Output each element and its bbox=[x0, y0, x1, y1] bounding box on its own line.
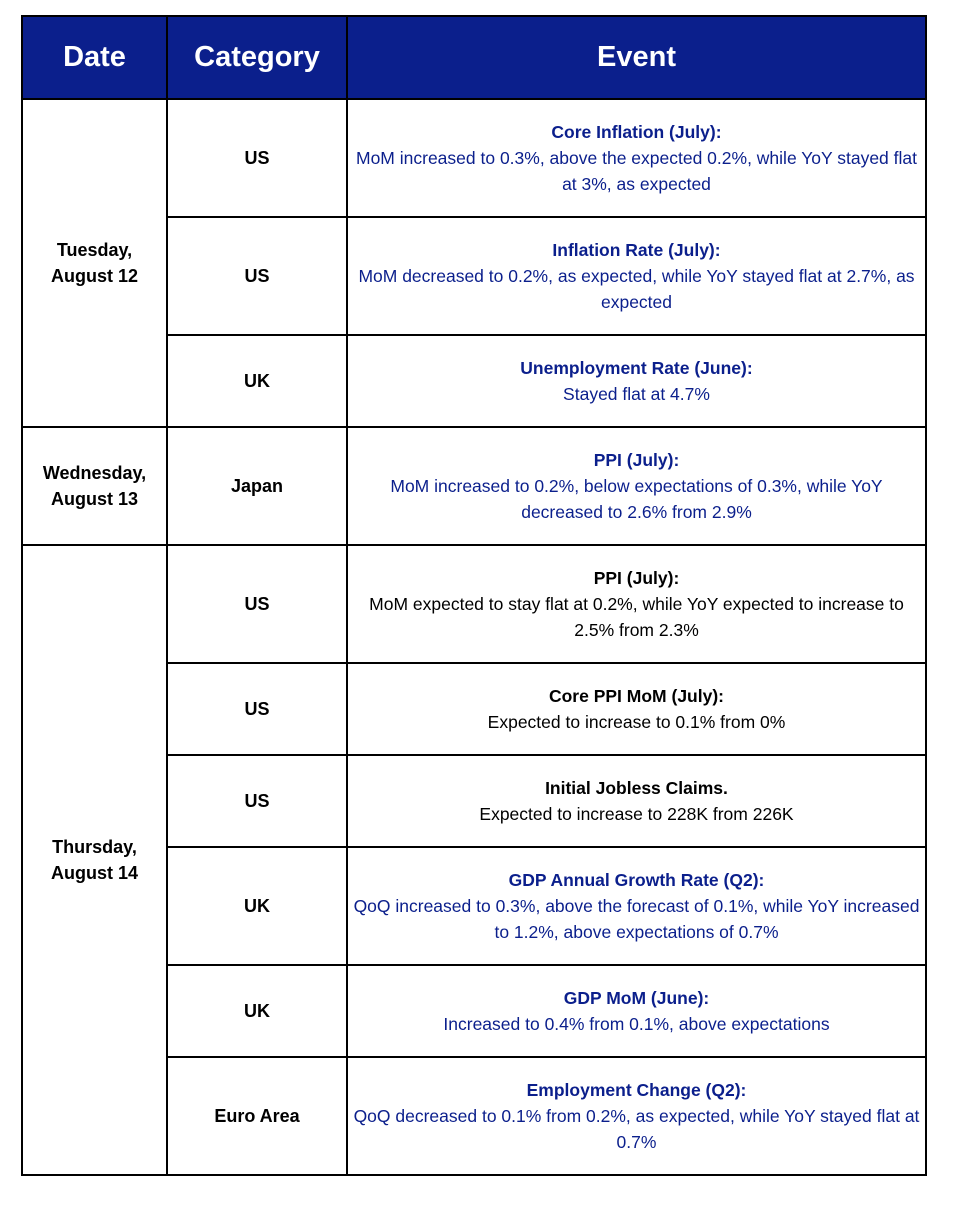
category-cell: US bbox=[167, 755, 347, 847]
event-detail: QoQ decreased to 0.1% from 0.2%, as expected, while YoY stayed flat at 0.7% bbox=[353, 1106, 920, 1152]
event-cell bbox=[347, 335, 926, 427]
event-cell bbox=[347, 965, 926, 1057]
event-title: Unemployment Rate (June): bbox=[520, 358, 753, 378]
event-title: Core Inflation (July): bbox=[551, 122, 722, 142]
event-title: Employment Change (Q2): bbox=[526, 1080, 747, 1100]
category-cell: Euro Area bbox=[167, 1057, 347, 1175]
date-cell bbox=[22, 427, 167, 545]
table-row bbox=[22, 427, 926, 545]
event-detail: Expected to increase to 228K from 226K bbox=[479, 804, 794, 824]
event-cell bbox=[347, 1057, 926, 1175]
category-cell: US bbox=[167, 663, 347, 755]
event-detail: MoM increased to 0.2%, below expectations of 0.3%, while YoY decreased to 2.6% from 2.9% bbox=[390, 476, 883, 522]
category-cell: UK bbox=[167, 847, 347, 965]
table-row bbox=[22, 99, 926, 217]
date-weekday: Tuesday, bbox=[56, 240, 133, 260]
table-row bbox=[22, 545, 926, 663]
event-detail: MoM decreased to 0.2%, as expected, while YoY stayed flat at 2.7%, as expected bbox=[358, 266, 915, 312]
event-cell bbox=[347, 545, 926, 663]
event-cell bbox=[347, 755, 926, 847]
event-cell bbox=[347, 663, 926, 755]
date-day: August 13 bbox=[50, 489, 138, 509]
event-title: Core PPI MoM (July): bbox=[548, 686, 724, 706]
economic-calendar-table bbox=[21, 15, 927, 1176]
event-title: Initial Jobless Claims. bbox=[545, 778, 728, 798]
event-title: GDP Annual Growth Rate (Q2): bbox=[508, 870, 765, 890]
date-weekday: Wednesday, bbox=[42, 463, 147, 483]
category-cell: US bbox=[167, 545, 347, 663]
category-cell: UK bbox=[167, 335, 347, 427]
event-cell bbox=[347, 847, 926, 965]
event-title: GDP MoM (June): bbox=[563, 988, 710, 1008]
header-row bbox=[22, 16, 926, 99]
date-cell bbox=[22, 99, 167, 427]
event-detail: QoQ increased to 0.3%, above the forecast of 0.1%, while YoY increased to 1.2%, above expectations of 0.7% bbox=[353, 896, 920, 942]
event-detail: Expected to increase to 0.1% from 0% bbox=[487, 712, 786, 732]
date-cell bbox=[22, 545, 167, 1175]
header-event: Event bbox=[347, 16, 926, 99]
category-cell: Japan bbox=[167, 427, 347, 545]
category-cell: UK bbox=[167, 965, 347, 1057]
event-title: Inflation Rate (July): bbox=[552, 240, 721, 260]
event-detail: MoM expected to stay flat at 0.2%, while YoY expected to increase to 2.5% from 2.3% bbox=[369, 594, 904, 640]
event-detail: Stayed flat at 4.7% bbox=[563, 384, 710, 404]
date-day: August 14 bbox=[50, 863, 138, 883]
event-cell bbox=[347, 427, 926, 545]
event-title: PPI (July): bbox=[593, 568, 680, 588]
date-weekday: Thursday, bbox=[52, 837, 137, 857]
event-title: PPI (July): bbox=[593, 450, 680, 470]
date-day: August 12 bbox=[50, 266, 138, 286]
category-cell: US bbox=[167, 217, 347, 335]
category-cell: US bbox=[167, 99, 347, 217]
event-detail: Increased to 0.4% from 0.1%, above expectations bbox=[443, 1014, 830, 1034]
event-cell bbox=[347, 99, 926, 217]
event-detail: MoM increased to 0.3%, above the expected 0.2%, while YoY stayed flat at 3%, as expected bbox=[356, 148, 917, 194]
header-category: Category bbox=[167, 16, 347, 99]
header-date: Date bbox=[22, 16, 167, 99]
event-cell bbox=[347, 217, 926, 335]
